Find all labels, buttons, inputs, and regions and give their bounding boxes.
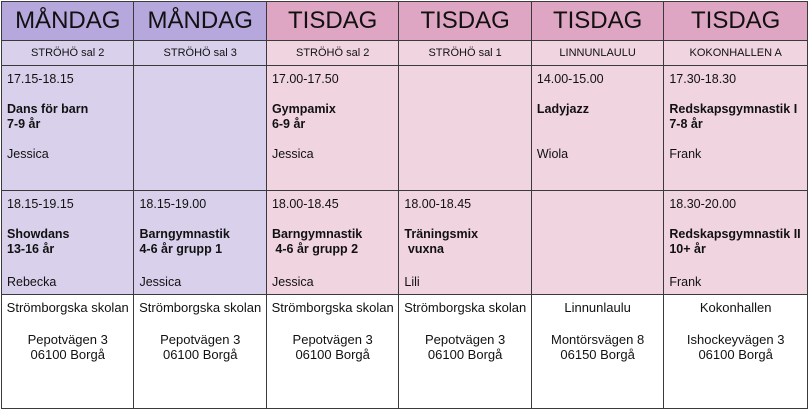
class-title: Ladyjazz (536, 102, 589, 116)
class-cell (2, 66, 134, 191)
class-title: Dans för barn 7-9 år (7, 102, 89, 131)
location-street: Pepotvägen 3 (160, 331, 241, 347)
day-header: MÅNDAG (134, 2, 266, 41)
location-street: Pepotvägen 3 (425, 331, 506, 347)
class-title: Gympamix 6-9 år (271, 102, 336, 131)
location-zip: 06100 Borgå (162, 347, 238, 363)
class-time: 14.00-15.00 (536, 72, 604, 86)
day-header: TISDAG (664, 2, 808, 41)
location-row (2, 295, 808, 409)
day-header: MÅNDAG (2, 2, 134, 41)
class-cell-empty (399, 66, 531, 191)
class-coach: Wiola (536, 147, 569, 161)
location-cell (2, 295, 134, 409)
location-street: Pepotvägen 3 (292, 331, 373, 347)
venue-label: STRÖHÖ sal 2 (2, 41, 134, 66)
day-header: TISDAG (531, 2, 663, 41)
class-row-2 (2, 191, 808, 295)
venue-label: STRÖHÖ sal 3 (134, 41, 266, 66)
venue-label: LINNUNLAULU (531, 41, 663, 66)
class-coach: Rebecka (7, 275, 57, 289)
class-cell (266, 66, 398, 191)
class-coach: Lili (404, 275, 420, 289)
day-header-row (2, 2, 808, 41)
location-school: Kokonhallen (699, 300, 772, 315)
location-school: Strömborgska skolan (139, 300, 262, 315)
location-cell (399, 295, 531, 409)
venue-label: KOKONHALLEN A (664, 41, 808, 66)
location-cell (266, 295, 398, 409)
class-title: Showdans 13-16 år (7, 227, 70, 256)
location-street: Montörsvägen 8 (550, 331, 645, 347)
class-cell-empty (134, 66, 266, 191)
class-cell (266, 191, 398, 295)
location-cell (531, 295, 663, 409)
class-cell (134, 191, 266, 295)
location-cell (134, 295, 266, 409)
class-time: 18.30-20.00 (669, 197, 737, 211)
day-header: TISDAG (266, 2, 398, 41)
location-zip: 06150 Borgå (560, 347, 635, 363)
location-school: Linnunlaulu (564, 300, 631, 315)
class-title: Redskapsgymnastik I 7-8 år (669, 102, 798, 131)
class-coach: Jessica (7, 147, 49, 161)
venue-label: STRÖHÖ sal 2 (266, 41, 398, 66)
location-street: Pepotvägen 3 (27, 331, 108, 347)
class-cell (399, 191, 531, 295)
location-school: Strömborgska skolan (271, 300, 394, 315)
class-row-1 (2, 66, 808, 191)
class-coach: Jessica (271, 147, 314, 161)
class-title: Redskapsgymnastik II 10+ år (669, 227, 801, 256)
class-coach: Jessica (139, 275, 182, 289)
class-coach: Jessica (271, 275, 314, 289)
venue-label: STRÖHÖ sal 1 (399, 41, 531, 66)
venue-row (2, 41, 808, 66)
class-time: 17.00-17.50 (271, 72, 339, 86)
class-cell (664, 66, 808, 191)
class-coach: Frank (669, 275, 702, 289)
class-cell-empty (531, 191, 663, 295)
location-cell (664, 295, 808, 409)
location-zip: 06100 Borgå (427, 347, 503, 363)
class-time: 17.30-18.30 (669, 72, 737, 86)
location-zip: 06100 Borgå (30, 347, 105, 363)
class-title: Träningsmix vuxna (404, 227, 479, 256)
class-title: Barngymnastik 4-6 år grupp 1 (139, 227, 230, 256)
class-cell (531, 66, 663, 191)
class-coach: Frank (669, 147, 702, 161)
location-zip: 06100 Borgå (295, 347, 370, 363)
schedule-table (1, 1, 808, 409)
location-school: Strömborgska skolan (404, 300, 527, 315)
location-zip: 06100 Borgå (698, 347, 773, 363)
class-cell (2, 191, 134, 295)
location-street: Ishockeyvägen 3 (686, 331, 785, 347)
class-time: 17.15-18.15 (7, 72, 74, 86)
class-time: 18.00-18.45 (404, 197, 472, 211)
class-time: 18.15-19.00 (139, 197, 207, 211)
class-cell (664, 191, 808, 295)
location-school: Strömborgska skolan (6, 300, 129, 315)
class-time: 18.15-19.15 (7, 197, 74, 211)
class-title: Barngymnastik 4-6 år grupp 2 (271, 227, 363, 256)
class-time: 18.00-18.45 (271, 197, 339, 211)
day-header: TISDAG (399, 2, 531, 41)
